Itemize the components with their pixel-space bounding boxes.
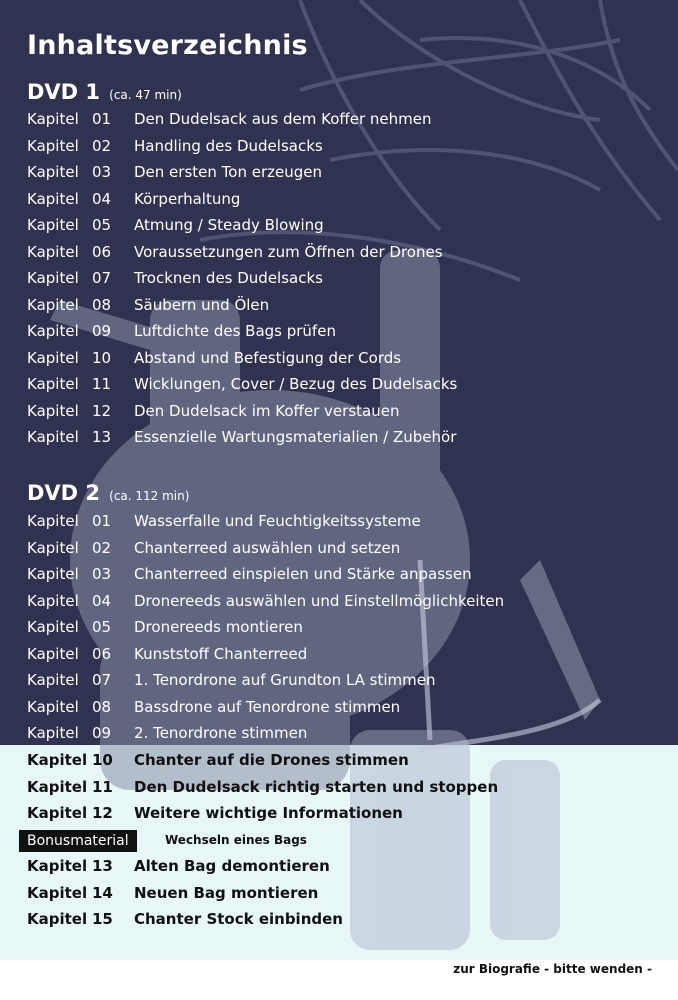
chapter-word: Kapitel [27,857,88,875]
chapter-title: Dronereeds montieren [134,618,303,636]
chapter-number: 06 [92,644,112,663]
chapter-number: 13 [92,857,113,875]
chapter-title: Chanterreed einspielen und Stärke anpassen [134,565,472,583]
footer-note: zur Biografie - bitte wenden - [453,962,652,976]
chapter-number: 14 [92,883,113,902]
chapter-word: Kapitel [27,136,79,155]
chapter-number: 11 [92,375,112,393]
chapter-number: 07 [92,671,112,689]
chapter-title: 1. Tenordrone auf Grundton LA stimmen [134,671,436,689]
chapter-word: Kapitel [27,910,88,928]
chapter-number: 06 [92,242,112,261]
chapter-title: Chanterreed auswählen und setzen [134,538,401,557]
chapter-title: Kunststoff Chanterreed [134,644,308,663]
chapter-number: 04 [92,189,112,208]
chapter-title: Essenzielle Wartungsmaterialien / Zubehör [134,428,457,446]
chapter-number: 02 [92,538,112,557]
chapter-number: 03 [92,565,112,583]
chapter-title: Alten Bag demontieren [134,857,330,875]
dvd1-name: DVD 1 [27,80,101,104]
chapter-number: 03 [92,163,112,181]
chapter-number: 01 [92,512,112,530]
chapter-word: Kapitel [27,401,79,420]
chapter-word: Kapitel [27,591,79,610]
chapter-number: 04 [92,591,112,610]
chapter-title: Wasserfalle und Feuchtigkeitssysteme [134,512,421,530]
page-title: Inhaltsverzeichnis [27,30,308,61]
chapter-title: 2. Tenordrone stimmen [134,724,308,742]
dvd1-duration: (ca. 47 min) [109,88,182,102]
chapter-number: 09 [92,724,112,742]
chapter-title: Weitere wichtige Informationen [134,804,403,822]
chapter-word: Kapitel [27,777,88,796]
chapter-word: Kapitel [27,375,79,393]
chapter-word: Kapitel [27,883,88,902]
chapter-word: Kapitel [27,804,88,822]
chapter-word: Kapitel [27,565,79,583]
chapter-word: Kapitel [27,751,88,769]
chapter-title: Den Dudelsack aus dem Koffer nehmen [134,110,432,128]
chapter-word: Kapitel [27,216,79,234]
chapter-word: Kapitel [27,671,79,689]
chapter-title: Neuen Bag montieren [134,883,319,902]
chapter-title: Chanter auf die Drones stimmen [134,751,409,769]
chapter-word: Kapitel [27,269,79,287]
chapter-word: Kapitel [27,644,79,663]
chapter-title: Voraussetzungen zum Öffnen der Drones [134,242,443,261]
bonus-note: Wechseln eines Bags [165,833,307,847]
chapter-word: Kapitel [27,110,79,128]
chapter-word: Kapitel [27,618,79,636]
chapter-title: Abstand und Befestigung der Cords [134,348,402,367]
chapter-word: Kapitel [27,242,79,261]
chapter-title: Atmung / Steady Blowing [134,216,324,234]
chapter-title: Den Dudelsack im Koffer verstauen [134,401,400,420]
chapter-number: 02 [92,136,112,155]
chapter-title: Körperhaltung [134,189,241,208]
chapter-title: Säubern und Ölen [134,295,270,314]
chapter-word: Kapitel [27,322,79,340]
chapter-word: Kapitel [27,189,79,208]
chapter-number: 05 [92,618,112,636]
chapter-word: Kapitel [27,295,79,314]
chapter-word: Kapitel [27,428,79,446]
chapter-title: Chanter Stock einbinden [134,910,343,928]
chapter-title: Handling des Dudelsacks [134,136,323,155]
chapter-number: 09 [92,322,112,340]
dvd1-heading [27,80,182,104]
chapter-number: 08 [92,697,112,716]
dvd2-heading [27,481,189,505]
chapter-word: Kapitel [27,163,79,181]
chapter-title: Den Dudelsack richtig starten und stoppen [134,777,499,796]
chapter-title: Trocknen des Dudelsacks [134,269,323,287]
chapter-title: Luftdichte des Bags prüfen [134,322,336,340]
chapter-word: Kapitel [27,348,79,367]
chapter-number: 07 [92,269,112,287]
chapter-number: 15 [92,910,113,928]
dvd2-duration: (ca. 112 min) [109,489,190,503]
chapter-number: 11 [92,777,113,796]
chapter-word: Kapitel [27,512,79,530]
chapter-number: 05 [92,216,112,234]
chapter-title: Dronereeds auswählen und Einstellmöglichkeiten [134,591,505,610]
chapter-number: 12 [92,401,112,420]
chapter-number: 01 [92,110,112,128]
dvd2-name: DVD 2 [27,481,101,505]
chapter-number: 10 [92,751,113,769]
chapter-number: 12 [92,804,113,822]
chapter-word: Kapitel [27,697,79,716]
chapter-title: Bassdrone auf Tenordrone stimmen [134,697,401,716]
bonus-badge: Bonusmaterial [19,830,137,852]
chapter-number: 08 [92,295,112,314]
chapter-title: Wicklungen, Cover / Bezug des Dudelsacks [134,375,458,393]
chapter-number: 10 [92,348,112,367]
chapter-number: 13 [92,428,112,446]
chapter-word: Kapitel [27,724,79,742]
chapter-word: Kapitel [27,538,79,557]
chapter-title: Den ersten Ton erzeugen [134,163,322,181]
